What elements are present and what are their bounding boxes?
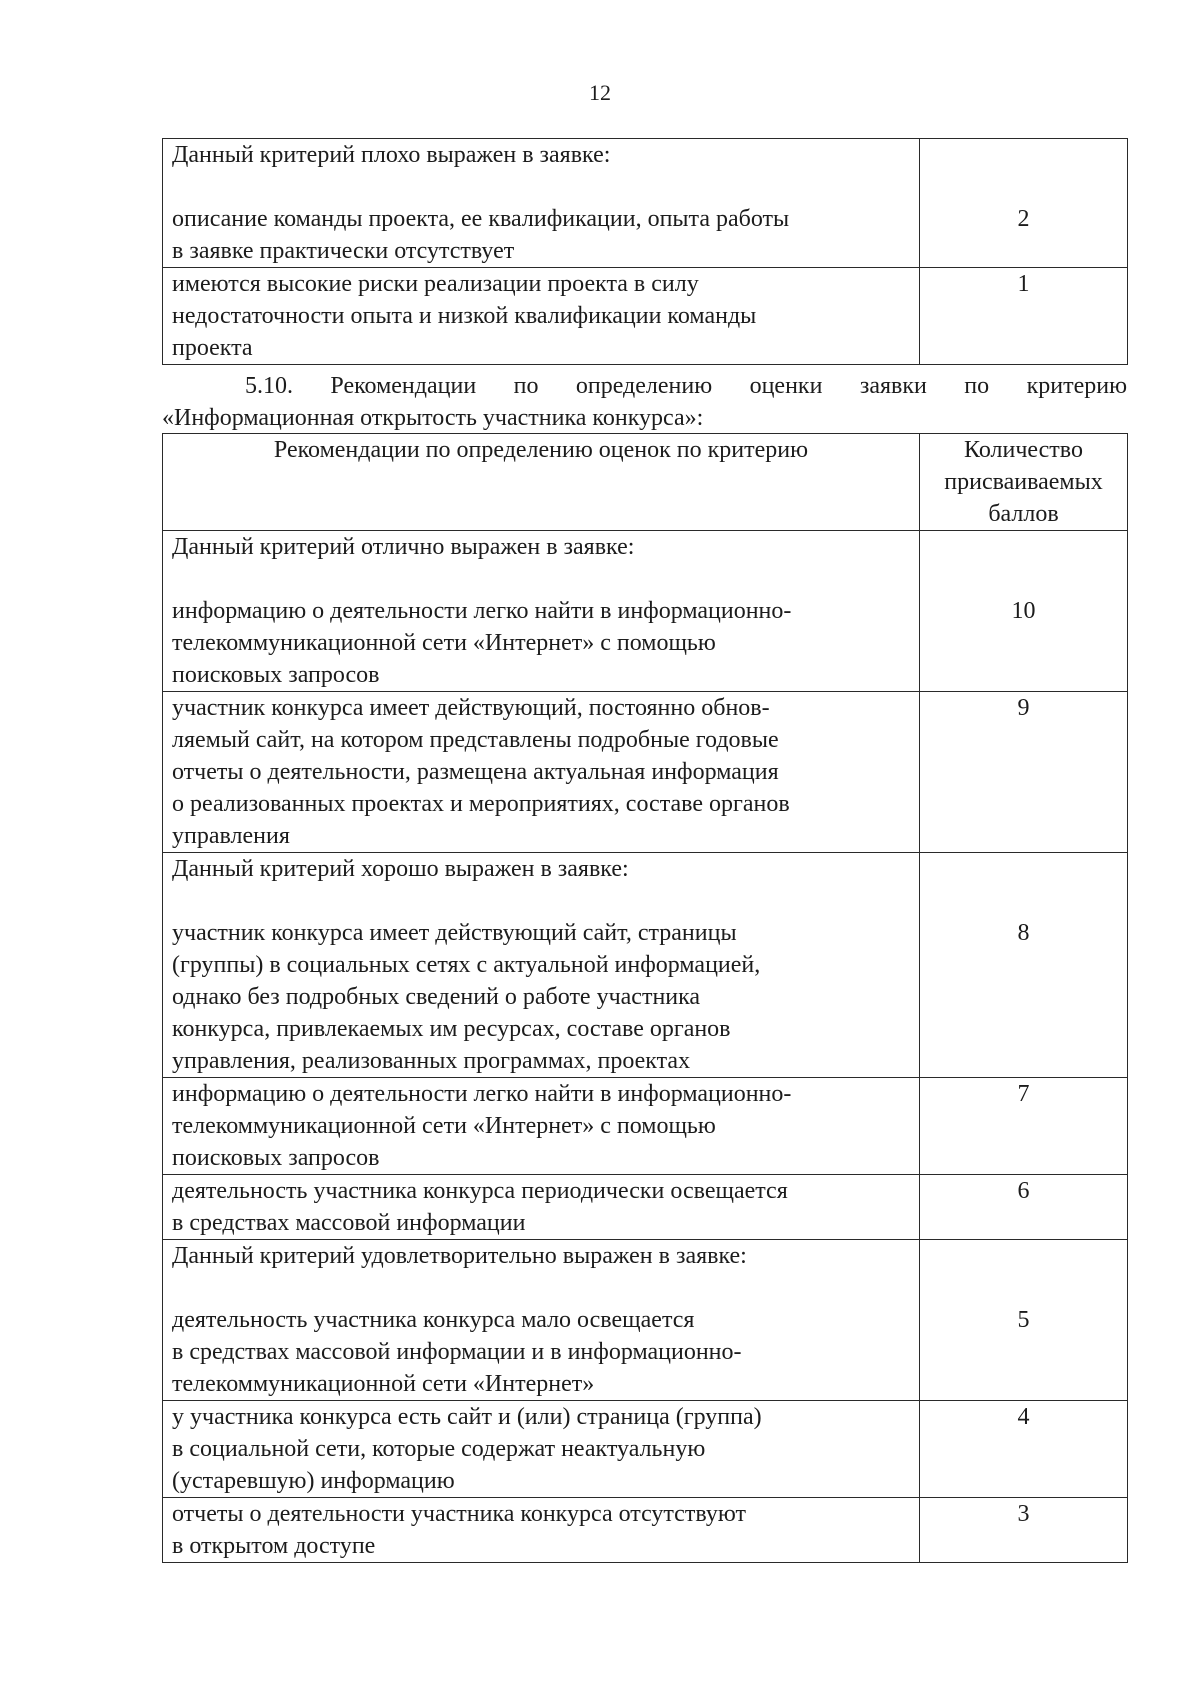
criterion-description-line: управления, реализованных программах, проектах (172, 1048, 691, 1074)
table-row (163, 1401, 1128, 1498)
score-column-header-text (944, 437, 1102, 527)
criterion-description-line: имеются высокие риски реализации проекта в силу (172, 271, 699, 297)
criterion-description-line: участник конкурса имеет действующий сайт, страницы (172, 920, 737, 946)
score-column-header (920, 434, 1128, 531)
criterion-description (172, 1078, 915, 1174)
table-row (163, 139, 1128, 268)
criterion-cell (163, 692, 920, 853)
criterion-description-line: конкурса, привлекаемых им ресурсах, составе органов (172, 1016, 731, 1042)
criterion-cell (163, 531, 920, 692)
table-row (163, 1078, 1128, 1175)
criterion-description (172, 1498, 915, 1562)
criterion-description-line: информацию о деятельности легко найти в информационно- (172, 1081, 792, 1107)
criterion-description (172, 268, 915, 364)
criterion-description-line: отчеты о деятельности участника конкурса отсутствуют (172, 1501, 746, 1527)
criterion-description-line: участник конкурса имеет действующий, постоянно обнов- (172, 695, 770, 721)
table-row (163, 692, 1128, 853)
criterion-description-line: деятельность участника конкурса мало освещается (172, 1307, 695, 1333)
criterion-description-line: телекоммуникационной сети «Интернет» с помощью (172, 630, 716, 656)
score-value: 7 (1017, 1081, 1030, 1107)
criterion-cell (163, 1078, 920, 1175)
heading-spacer (172, 563, 915, 595)
criterion-description-line: описание команды проекта, ее квалификации, опыта работы (172, 206, 790, 232)
criteria-column-header-text: Рекомендации по определению оценок по критерию (273, 437, 809, 463)
criterion-description-line: в социальной сети, которые содержат неактуальную (172, 1436, 706, 1462)
section-paragraph (162, 370, 1127, 434)
criterion-cell (163, 1401, 920, 1498)
criterion-description-line: у участника конкурса есть сайт и (или) страница (группа) (172, 1404, 762, 1430)
criterion-description-line: в заявке практически отсутствует (172, 238, 515, 264)
score-value: 8 (1017, 920, 1030, 946)
criterion-cell (163, 1240, 920, 1401)
criterion-description-line: управления (172, 823, 290, 849)
criterion-description-line: проекта (172, 335, 253, 361)
score-column-header-line: баллов (988, 501, 1059, 527)
table-header-row (163, 434, 1128, 531)
section-title-line-1: 5.10. Рекомендации по определению оценки заявки по критерию (245, 373, 1127, 399)
score-column-header-line: Количество (964, 437, 1083, 463)
page-number: 12 (589, 80, 611, 105)
score-spacer (924, 1240, 1123, 1304)
score-value: 2 (1017, 206, 1030, 232)
table-row (163, 1240, 1128, 1401)
criterion-cell (163, 1498, 920, 1563)
criterion-cell (163, 268, 920, 365)
section-title-line-2: «Информационная открытость участника конкурса»: (162, 405, 704, 431)
table-header (163, 434, 1128, 531)
heading-spacer (172, 171, 915, 203)
criterion-cell (163, 139, 920, 268)
score-value: 1 (1017, 271, 1030, 297)
criterion-description (172, 1304, 915, 1400)
score-value: 10 (1011, 598, 1036, 624)
criterion-description-line: отчеты о деятельности, размещена актуальная информация (172, 759, 779, 785)
table-row (163, 268, 1128, 365)
criterion-description-line: поисковых запросов (172, 1145, 380, 1171)
criterion-description-line: о реализованных проектах и мероприятиях, составе органов (172, 791, 790, 817)
score-column-header-line: присваиваемых (944, 469, 1103, 495)
criterion-level-heading: Данный критерий плохо выражен в заявке: (172, 142, 611, 168)
criterion-description (172, 1401, 915, 1497)
score-cell (920, 1240, 1128, 1401)
criterion-description (172, 1175, 915, 1239)
criteria-column-header (163, 434, 920, 531)
score-cell (920, 1078, 1128, 1175)
criterion-description (172, 692, 915, 852)
openness-criterion-table (162, 433, 1128, 1563)
criterion-description-line: деятельность участника конкурса периодически освещается (172, 1178, 788, 1204)
criterion-description-line: телекоммуникационной сети «Интернет» с помощью (172, 1113, 716, 1139)
criterion-description-line: (группы) в социальных сетях с актуальной информацией, (172, 952, 761, 978)
criterion-description-line: телекоммуникационной сети «Интернет» (172, 1371, 595, 1397)
team-criterion-table-body (163, 139, 1128, 365)
criterion-cell (163, 1175, 920, 1240)
score-value: 4 (1017, 1404, 1030, 1430)
criterion-description-line: информацию о деятельности легко найти в информационно- (172, 598, 792, 624)
table-row (163, 1175, 1128, 1240)
criterion-cell (163, 853, 920, 1078)
heading-spacer (172, 885, 915, 917)
table-row (163, 853, 1128, 1078)
score-cell (920, 1498, 1128, 1563)
criterion-description (172, 203, 915, 267)
criterion-description (172, 595, 915, 691)
criterion-description (172, 917, 915, 1077)
score-value: 9 (1017, 695, 1030, 721)
criterion-level-heading: Данный критерий удовлетворительно выражен в заявке: (172, 1243, 747, 1269)
score-cell (920, 531, 1128, 692)
score-cell (920, 1401, 1128, 1498)
score-spacer (924, 531, 1123, 595)
criterion-description-line: поисковых запросов (172, 662, 380, 688)
criterion-description-line: однако без подробных сведений о работе участника (172, 984, 701, 1010)
table-row (163, 1498, 1128, 1563)
team-criterion-table (162, 138, 1128, 365)
criterion-description-line: в открытом доступе (172, 1533, 376, 1559)
criterion-level-heading: Данный критерий хорошо выражен в заявке: (172, 856, 629, 882)
score-cell (920, 853, 1128, 1078)
score-value: 3 (1017, 1501, 1030, 1527)
openness-criterion-table-body (163, 531, 1128, 1563)
score-cell (920, 1175, 1128, 1240)
criterion-description-line: в средствах массовой информации и в информационно- (172, 1339, 742, 1365)
score-spacer (924, 139, 1123, 203)
criterion-description-line: в средствах массовой информации (172, 1210, 526, 1236)
score-value: 6 (1017, 1178, 1030, 1204)
score-spacer (924, 853, 1123, 917)
score-cell (920, 692, 1128, 853)
score-cell (920, 139, 1128, 268)
score-cell (920, 268, 1128, 365)
table-row (163, 531, 1128, 692)
criterion-description-line: недостаточности опыта и низкой квалификации команды (172, 303, 757, 329)
heading-spacer (172, 1272, 915, 1304)
criterion-description-line: (устаревшую) информацию (172, 1468, 455, 1494)
criterion-description-line: ляемый сайт, на котором представлены подробные годовые (172, 727, 779, 753)
score-value: 5 (1017, 1307, 1030, 1333)
criterion-level-heading: Данный критерий отлично выражен в заявке: (172, 534, 635, 560)
